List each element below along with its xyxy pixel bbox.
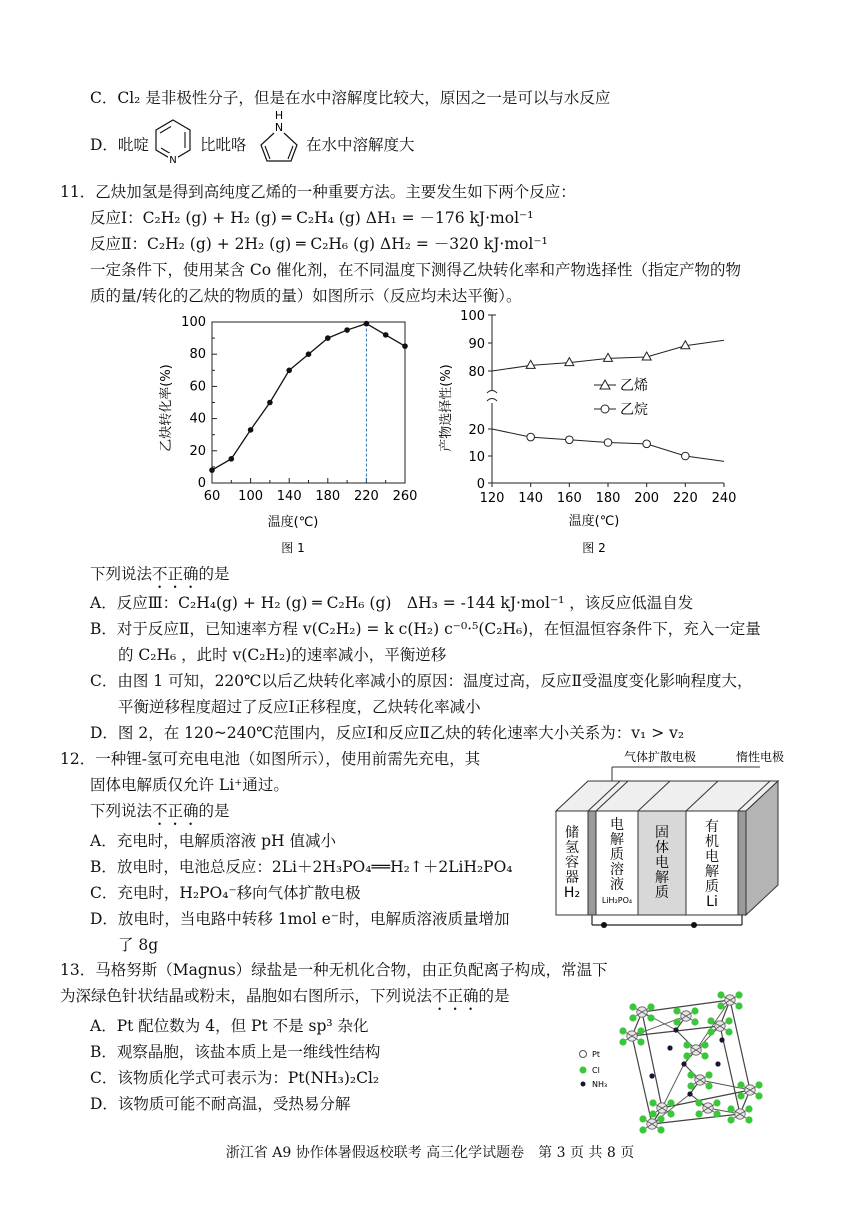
x-tick-label: 240 — [711, 491, 737, 506]
data-point — [383, 332, 389, 338]
cl-atom — [639, 1126, 646, 1133]
circle-marker — [604, 439, 612, 447]
cell-edge — [632, 1036, 652, 1124]
x-tick-label: 120 — [479, 491, 505, 506]
cl-atom — [713, 1099, 720, 1106]
hydrogen-storage-label: H₂ — [563, 885, 581, 901]
page-footer: 浙江省 A9 协作体暑假返校联考 高三化学试题卷 第 3 页 共 8 页 — [225, 1145, 635, 1161]
figure-1-frame — [212, 322, 405, 483]
cl-atom — [701, 1052, 708, 1059]
cl-atom — [695, 1099, 702, 1106]
figure-2-chart — [438, 303, 737, 558]
figure-2-caption: 图 2 — [582, 541, 606, 555]
data-point — [306, 351, 312, 357]
nh3-group — [649, 1073, 654, 1078]
inert-electrode — [738, 811, 746, 915]
pyridine-n-label: N — [169, 155, 177, 166]
data-point — [325, 335, 331, 341]
svg-text:Cl: Cl — [592, 1066, 600, 1075]
figure-2-y-axis-label: 产物选择性(%) — [439, 364, 454, 452]
battery-diagram — [548, 745, 800, 930]
cl-atom — [701, 1041, 708, 1048]
y-tick-label: 0 — [197, 476, 206, 491]
electrolyte-solution-label: 溶 — [610, 862, 624, 878]
cl-atom — [735, 991, 742, 998]
axis-break-mark — [487, 391, 497, 394]
x-tick-label: 180 — [595, 491, 621, 506]
q11-option-b-line1: B．对于反应Ⅱ，已知速率方程 v(C₂H₂) = k c(H₂) c⁻⁰·⁵(C₂H₆)，在恒温恒容条件下，充入一定量 — [90, 620, 761, 638]
q11-option-c-line1: C．由图 1 可知，220℃以后乙炔转化率减小的原因：温度过高，反应Ⅱ受温度变化影响程度大， — [90, 672, 753, 690]
svg-text:NH₃: NH₃ — [592, 1080, 608, 1089]
solid-electrolyte-label: 质 — [655, 885, 669, 901]
organic-electrolyte-label: 解 — [705, 864, 719, 880]
data-point — [267, 400, 273, 406]
organic-electrolyte-label: 质 — [705, 879, 719, 895]
organic-electrolyte-label: Li — [706, 894, 718, 910]
cell-edge — [730, 1000, 750, 1090]
q12-stem-line2: 固体电解质仅允许 Li⁺通过。 — [90, 776, 289, 794]
crystal-cell-diagram — [572, 990, 802, 1130]
cl-atom — [727, 1116, 734, 1123]
x-tick-label: 140 — [518, 491, 544, 506]
lih2po4-label: LiH₂PO₄ — [601, 896, 633, 905]
q12-option-c: C．充电时，H₂PO₄⁻移向气体扩散电极 — [90, 884, 361, 902]
axis-break-mark — [487, 399, 497, 402]
cl-atom — [691, 1018, 698, 1025]
y-tick-label: 80 — [189, 347, 206, 363]
circle-marker — [682, 452, 690, 460]
nh3-group — [673, 1027, 678, 1032]
gas-diffusion-electrode-label: 气体扩散电极 — [624, 750, 697, 764]
y-tick-label: 20 — [468, 423, 485, 438]
emphasis-not-correct: 不正确 — [152, 565, 199, 583]
cl-atom — [737, 1081, 744, 1088]
triangle-marker — [681, 341, 690, 349]
x-tick-label: 60 — [203, 489, 221, 504]
figure-1-chart — [150, 308, 430, 558]
cl-atom — [687, 1071, 694, 1078]
nh3-group — [715, 1061, 720, 1066]
q11-option-c-line2: 平衡逆移程度超过了反应Ⅰ正移程度，乙炔转化率减小 — [118, 698, 481, 716]
cl-atom — [619, 1038, 626, 1045]
electrolyte-solution-label: 质 — [610, 847, 624, 863]
cl-atom — [745, 1105, 752, 1112]
data-point — [286, 368, 292, 374]
nh3-group — [681, 1061, 686, 1066]
q13-option-c: C．该物质化学式可表示为：Pt(NH₃)₂Cl₂ — [90, 1069, 380, 1087]
x-tick-label: 220 — [672, 491, 698, 506]
cl-atom — [737, 1092, 744, 1099]
cl-atom — [673, 1018, 680, 1025]
cl-atom — [639, 1115, 646, 1122]
q13-option-a: A．Pt 配位数为 4，但 Pt 不是 sp³ 杂化 — [90, 1017, 369, 1035]
y-tick-label: 80 — [468, 365, 485, 380]
data-point — [209, 467, 215, 473]
y-tick-label: 60 — [189, 379, 206, 395]
y-tick-label: 20 — [189, 443, 206, 459]
q11-option-d: D．图 2，在 120~240℃范围内，反应Ⅰ和反应Ⅱ乙炔的转化速率大小关系为：v₁ > v₂ — [90, 724, 685, 742]
cl-atom — [745, 1116, 752, 1123]
cl-atom — [707, 1017, 714, 1024]
nh3-group — [719, 1037, 724, 1042]
q12-option-a: A．充电时，电解质溶液 pH 值减小 — [90, 832, 336, 850]
triangle-marker — [604, 353, 613, 361]
q10-option-d-prefix: D．吡啶 — [90, 136, 149, 154]
cl-atom — [647, 1014, 654, 1021]
cl-atom — [637, 1027, 644, 1034]
solid-electrolyte-label: 体 — [655, 840, 669, 856]
crystal-legend — [580, 1050, 608, 1089]
figure-1-caption: 图 1 — [281, 541, 305, 555]
cl-atom — [705, 1082, 712, 1089]
cell-edge — [642, 1000, 730, 1012]
cl-atom — [727, 1105, 734, 1112]
q11-reaction-1: 反应Ⅰ：C₂H₂ (g) + H₂ (g) ═ C₂H₄ (g) ΔH₁ = －176 kJ·mol⁻¹ — [90, 209, 534, 227]
q13-option-d: D．该物质可能不耐高温，受热易分解 — [90, 1095, 351, 1113]
circle-marker — [527, 433, 535, 441]
cl-atom — [725, 1017, 732, 1024]
emphasis-not-correct: 不正确 — [152, 802, 199, 820]
organic-electrolyte-label: 有 — [705, 819, 719, 835]
pyrrole-n-label: N — [274, 121, 284, 134]
solid-electrolyte-label: 电 — [655, 855, 669, 871]
cl-atom — [755, 1092, 762, 1099]
y-tick-label: 100 — [181, 315, 206, 330]
cl-atom — [695, 1110, 702, 1117]
triangle-marker — [526, 360, 535, 368]
q12-option-b: B．放电时，电池总反应：2Li＋2H₃PO₄══H₂↑＋2LiH₂PO₄ — [90, 858, 513, 876]
cl-atom — [647, 1003, 654, 1010]
cl-atom — [637, 1038, 644, 1045]
cl-atom — [673, 1007, 680, 1014]
y-tick-label: 40 — [189, 411, 206, 427]
pyrrole-h-label: H — [274, 109, 284, 122]
y-tick-label: 90 — [468, 337, 485, 352]
cl-atom — [691, 1007, 698, 1014]
electrolyte-solution-label: 液 — [610, 877, 624, 893]
cl-atom — [717, 1002, 724, 1009]
x-tick-label: 100 — [238, 489, 264, 504]
q10-option-d-suffix: 在水中溶解度大 — [306, 136, 415, 154]
electrolyte-solution-label: 电 — [610, 817, 624, 833]
cl-atom — [667, 1110, 674, 1117]
electrolyte-solution-label: 解 — [610, 832, 624, 848]
q10-option-c: C．Cl₂ 是非极性分子，但是在水中溶解度比较大，原因之一是可以与水反应 — [90, 89, 611, 107]
q10-option-d-mid: 比吡咯 — [200, 136, 247, 154]
cl-atom — [683, 1041, 690, 1048]
cl-atom — [735, 1002, 742, 1009]
solid-electrolyte-label: 固 — [655, 825, 669, 841]
triangle-marker — [565, 358, 574, 366]
y-tick-label: 0 — [476, 477, 485, 492]
hydrogen-storage-label: 器 — [565, 870, 579, 886]
q12-stem-line1: 12．一种锂-氢可充电电池（如图所示），使用前需先充电，其 — [60, 750, 481, 768]
cl-atom — [629, 1003, 636, 1010]
cl-atom — [667, 1099, 674, 1106]
data-point — [364, 321, 370, 327]
pyridine-structure — [152, 117, 194, 165]
cl-atom — [649, 1099, 656, 1106]
data-point — [229, 456, 235, 462]
cl-atom — [725, 1028, 732, 1035]
nh3-group — [667, 1045, 672, 1050]
x-tick-label: 220 — [353, 489, 379, 504]
circle-marker — [566, 436, 574, 444]
q11-question: 下列说法不正确的是 — [90, 565, 230, 583]
cl-atom — [755, 1081, 762, 1088]
svg-text:Pt: Pt — [592, 1050, 600, 1059]
y-tick-label: 10 — [468, 450, 485, 465]
emphasis-not-correct: 不正确 — [432, 987, 479, 1005]
hydrogen-storage-label: 氢 — [565, 840, 579, 856]
q12-option-d-line1: D．放电时，当电路中转移 1mol e⁻时，电解质溶液质量增加 — [90, 910, 510, 928]
cl-atom — [683, 1052, 690, 1059]
x-tick-label: 160 — [556, 491, 582, 506]
legend-ethane: 乙烷 — [620, 402, 648, 418]
cl-atom — [713, 1110, 720, 1117]
cl-atom — [687, 1082, 694, 1089]
data-point — [248, 427, 254, 433]
y-tick-label: 100 — [460, 309, 485, 324]
q11-condition-line2: 质的量/转化的乙炔的物质的量）如图所示（反应均未达平衡）。 — [90, 287, 522, 305]
nh3-group — [687, 1091, 692, 1096]
conversion-curve — [212, 324, 405, 471]
q13-stem-line2: 为深绿色针状结晶或粉末，晶胞如右图所示，下列说法不正确的是 — [60, 987, 510, 1005]
data-point — [402, 343, 408, 349]
q11-option-b-line2: 的 C₂H₆ ，此时 v(C₂H₂)的速率减小，平衡逆移 — [118, 646, 447, 664]
hydrogen-storage-label: 容 — [565, 855, 579, 871]
cell-bond — [642, 1012, 676, 1030]
q12-question: 下列说法不正确的是 — [90, 802, 230, 820]
legend-ethylene: 乙烯 — [620, 378, 648, 394]
q13-stem-line1: 13．马格努斯（Magnus）绿盐是一种无机化合物，由正负配离子构成，常温下 — [60, 961, 608, 979]
cl-atom — [657, 1115, 664, 1122]
q11-stem: 11．乙炔加氢是得到高纯度乙烯的一种重要方法。主要发生如下两个反应： — [60, 183, 576, 201]
q11-condition-line1: 一定条件下，使用某含 Co 催化剂，在不同温度下测得乙炔转化率和产物选择性（指定产物的物 — [90, 261, 742, 279]
q11-reaction-2: 反应Ⅱ：C₂H₂ (g) + 2H₂ (g) ═ C₂H₆ (g) ΔH₂ = －320 kJ·mol⁻¹ — [90, 235, 548, 253]
pyrrole-structure — [256, 108, 302, 164]
cl-atom — [629, 1014, 636, 1021]
gas-diffusion-electrode — [588, 811, 596, 915]
hydrogen-storage-label: 储 — [565, 825, 579, 841]
q12-option-d-line2: 了 8g — [118, 936, 159, 954]
figure-2-x-axis-label: 温度(℃) — [568, 514, 620, 529]
circle-marker — [643, 440, 651, 448]
solid-electrolyte-label: 解 — [655, 870, 669, 886]
figure-2-legend — [594, 377, 648, 418]
organic-electrolyte-label: 电 — [705, 849, 719, 865]
x-tick-label: 180 — [315, 489, 341, 504]
cl-atom — [717, 991, 724, 998]
x-tick-label: 140 — [276, 489, 302, 504]
x-tick-label: 200 — [634, 491, 660, 506]
q13-option-b: B．观察晶胞，该盐本质上是一维线性结构 — [90, 1043, 381, 1061]
legend-circle-marker — [601, 405, 609, 413]
cl-atom — [657, 1126, 664, 1133]
x-tick-label: 260 — [392, 489, 418, 504]
figure-1-x-axis-label: 温度(℃) — [267, 515, 319, 530]
cl-atom — [649, 1110, 656, 1117]
figure-1-y-axis-label: 乙炔转化率(%) — [159, 364, 174, 452]
q11-option-a: A．反应Ⅲ：C₂H₄(g) + H₂ (g) ═ C₂H₆ (g) ΔH₃ = -144 kJ·mol⁻¹ ，该反应低温自发 — [90, 594, 694, 612]
organic-electrolyte-label: 机 — [705, 834, 719, 850]
cl-atom — [707, 1028, 714, 1035]
data-point — [344, 327, 350, 333]
cl-atom — [619, 1027, 626, 1034]
cl-atom — [705, 1071, 712, 1078]
inert-electrode-label: 惰性电极 — [736, 750, 785, 764]
